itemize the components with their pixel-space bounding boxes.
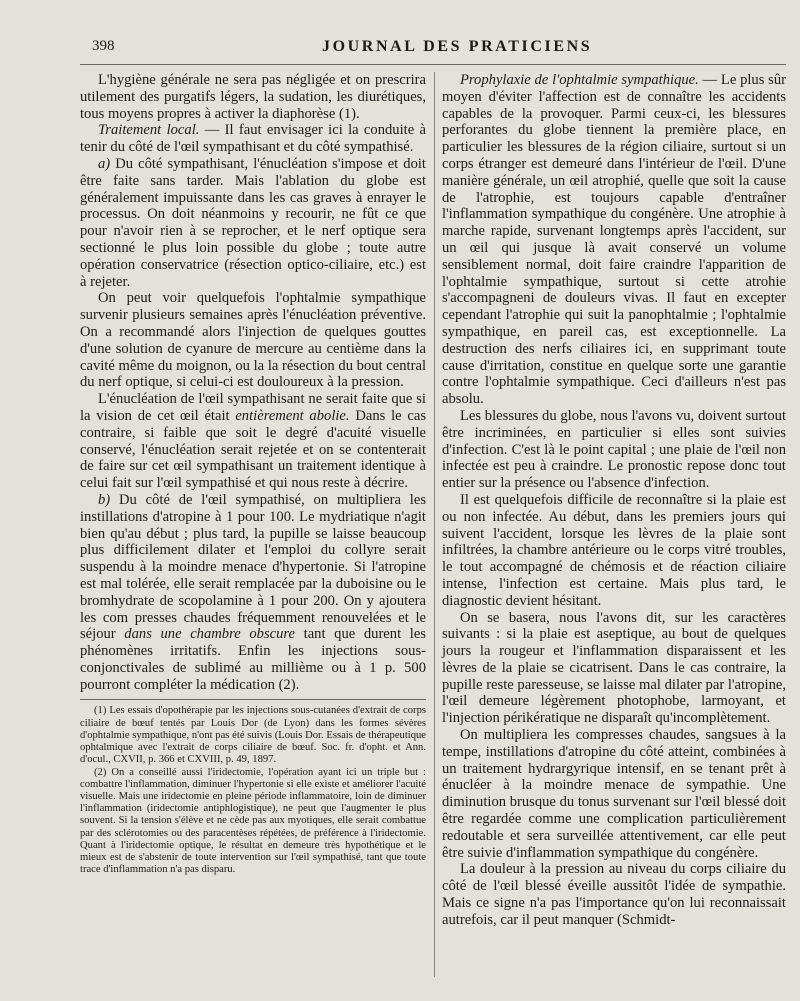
paragraph-text: Du côté sympathisant, l'énucléation s'impose et doit être faite sans tarder. Mais l'ablation du globe est généralement impuissante dans les cas graves à enrayer le processus. On doit néanmoins y recourir, ne fût ce que pour n'avoir rien à se reprocher, et le nerf optique sera sectionné le plus loin possible du globe ; toute autre opération conservatrice (résection optico-ciliaire, etc.) est à rejeter. xyxy=(80,155,426,290)
section-heading: Traitement local. xyxy=(98,122,200,139)
footnote-1: (1) Les essais d'opothérapie par les injections sous-cutanées d'extrait de corps ciliaire de bœuf tentés par Louis Dor (de Lyon) dans les formes sévères d'ophtalmie sympathique, n'ont pas été suivis (Louis Dor. Essais de thérapeutique ophtalmique avec l'extrait de corps ciliaire de bœuf. Soc. fr. d'opht. et Ann. d'ocul., CXVII, p. 366 et CXVIII, p. 49, 1897. xyxy=(80,705,426,766)
paragraph xyxy=(80,156,426,290)
left-column xyxy=(80,72,426,876)
section-heading: Prophylaxie de l'ophtalmie sympathique. xyxy=(460,72,699,88)
header-rule xyxy=(80,64,786,65)
paragraph: On multipliera les compresses chaudes, sangsues à la tempe, instillations d'atropine du côté atteint, combinées à un traitement hydrargyrique intensif, en se tenant prêt à énucléer à la moindre menace de sympathie. Une diminution brusque du tonus survenant sur l'œil blessé doit être regardée comme une complication particulièrement redoutable et sera surveillée attentivement, car elle peut être suivie d'inflammation sympathique du congénère. xyxy=(442,727,786,861)
paragraph: La douleur à la pression au niveau du corps ciliaire du côté de l'œil blessé éveille aussitôt l'idée de sympathie. Mais ce signe n'a pas l'importance qu'on lui reconnaissait autrefois, car il peut manquer (Schmidt- xyxy=(442,861,786,928)
page-number: 398 xyxy=(92,38,115,54)
right-column xyxy=(442,72,786,929)
paragraph xyxy=(80,122,426,156)
paragraph-text: tant que durent les phénomènes irritatifs. Enfin les injections sous-conjonctivales de sublimé au millième ou à 1 p. 500 pourront compléter la médication (2). xyxy=(80,626,426,693)
emphasis: dans une chambre obscure xyxy=(124,626,296,643)
paragraph xyxy=(80,391,426,492)
footnote-2: (2) On a conseillé aussi l'iridectomie, l'opération ayant ici un triple but : combattre l'inflammation, diminuer l'hypertonie si elle existe et améliorer l'acuité visuelle. Mais une iridectomie en pleine période inflammatoire, loin de diminuer l'inflammation (iridectomie antiphlogistique), ne peut que l'augmenter le plus souvent. Si la tension s'élève et ne cède pas aux myotiques, elle serait combattue par des sclérotomies ou des paracentèses répétées, de préférence à l'iridectomie. Quant à l'iridectomie optique, le résultat en demeure très hypothétique et le mieux est de s'abstenir de toute intervention sur l'œil sympathisé, tant que toute trace d'inflammation n'a pas disparu. xyxy=(80,766,426,876)
paragraph-text: Dans le cas contraire, si faible que soit le degré d'acuité visuelle conservé, l'énucléation serait rejetée et on se contenterait de faire sur cet œil sympathisant un traitement identique à celui fait sur l'œil sympathisé et qui nous reste à décrire. xyxy=(80,407,426,492)
footnotes xyxy=(80,705,426,876)
paragraph xyxy=(442,72,786,408)
paragraph-text: — Il faut envisager ici la conduite à tenir du côté de l'œil sympathisant et du côté sympathisé. xyxy=(80,122,426,156)
running-head: JOURNAL DES PRATICIENS xyxy=(322,38,593,55)
paragraph: On se basera, nous l'avons dit, sur les caractères suivants : si la plaie est aseptique, au bout de quelques jours la rougeur et l'inflammation disparaissent et les lèvres de la plaie se cicatrisent. Dans le cas contraire, la pupille reste paresseuse, se laisse mal dilater par l'atropine, l'œil demeure légèrement photophobe, larmoyant, et l'injection périkératique ne disparaît qu'incomplètement. xyxy=(442,609,786,727)
paragraph-text: — Le plus sûr moyen d'éviter l'affection est de connaître les accidents capables de la provoquer. Parmi ceux-ci, les blessures perforantes du globe tiennent la première place, en particulier les blessures de la région ciliaire, surtout si un corps étranger est demeuré dans l'intérieur de l'œil. D'une manière générale, un œil atrophié, quelle que soit la cause de l'atrophie, est toujours capable d'entraîner l'inflammation sympathique du congénère. Une atrophie à marche rapide, survenant longtemps après l'accident, sur un œil qui jusque là avait conservé un volume sensiblement normal, doit faire craindre l'apparition de l'ophtalmie sympathique, surtout si cette atrohie s'accompagneni de douleurs vivas. Il faut en excepter cependant l'atrophie qui suit la panophtalmie ; l'ophtalmie sympathique, en pareil cas, est exceptionnelle. La destruction des nerfs ciliaires ici, en supprimant toute cause d'irritation, constitue en quelque sorte une garantie contre l'ophtalmie sympathique. Ceci d'ailleurs n'est pas absolu. xyxy=(442,72,786,408)
paragraph: Il est quelquefois difficile de reconnaître si la plaie est ou non infectée. Au début, dans les premiers jours qui suivent l'accident, lorsque les lèvres de la plaie sont infiltrées, la chambre antérieure ou le corps vitré troubles, le tout accompagné de chémosis et de réaction ciliaire intense, l'infection est certaine. Mais plus tard, le diagnostic devient hésitant. xyxy=(442,491,786,609)
list-marker: a) xyxy=(98,155,111,172)
paragraph: L'hygiène générale ne sera pas négligée et on prescrira utilement des purgatifs légers, la sudation, les diurétiques, tous moyens propres à activer la diaphorèse (1). xyxy=(80,72,426,122)
paragraph xyxy=(80,492,426,694)
footnote-rule xyxy=(80,699,426,700)
page-header xyxy=(92,38,780,60)
paragraph-text: L'énucléation de l'œil sympathisant ne serait faite que si la vision de cet œil était xyxy=(80,391,426,424)
emphasis: entièrement abolie. xyxy=(235,407,350,424)
paragraph-text: Du côté de l'œil sympathisé, on multipliera les instillations d'atropine à 1 pour 100. Le mydriatique n'agit bien qu'au début ; plus tard, la pupille se laisse beaucoup plus difficilement dilater et l'emploi du collyre serait suspendu à la moindre menace d'hypertonie. Si l'atropine est mal tolérée, elle serait remplacée par la duboisine ou le bromhydrate de scopolamine à 1 pour 200. On y ajoutera les com presses chaudes fréquemment renouvelées et le séjour xyxy=(80,491,426,643)
paragraph: On peut voir quelquefois l'ophtalmie sympathique survenir plusieurs semaines après l'énucléation préventive. On a recommandé alors l'injection de quelques gouttes d'une solution de cyanure de mercure au centième dans la cavité même du moignon, ou la la résection du bout central du nerf optique, si celui-ci est douloureux à la pression. xyxy=(80,290,426,391)
paragraph: Les blessures du globe, nous l'avons vu, doivent surtout être incriminées, en particulier si elles sont suivies d'infection. C'est là le point capital ; une plaie de l'œil non infectée est peu à craindre. Le pronostic repose donc tout entier sur la présence ou l'absence d'infection. xyxy=(442,407,786,492)
list-marker: b) xyxy=(98,491,111,508)
column-divider xyxy=(434,72,435,977)
